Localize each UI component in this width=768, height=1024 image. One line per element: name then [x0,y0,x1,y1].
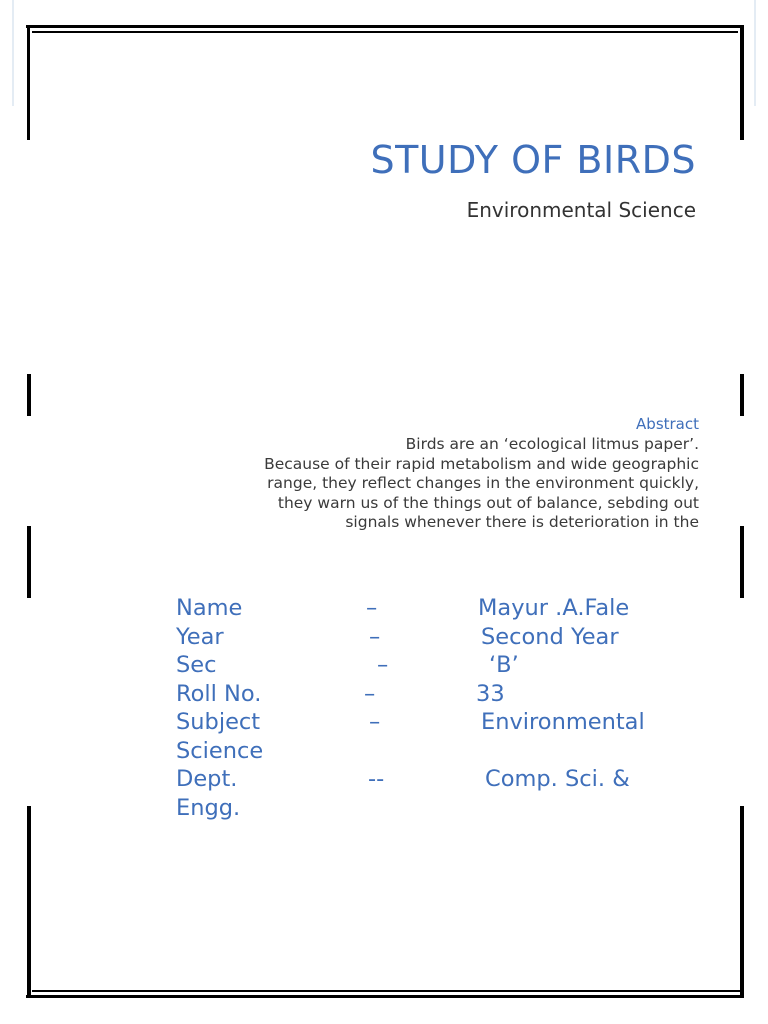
detail-separator: – [369,709,381,735]
detail-row-dept [176,765,696,794]
frame-left-segment-4 [27,806,31,998]
frame-right-segment-3 [740,526,744,598]
frame-bottom-line [26,995,744,998]
detail-label: Dept. [176,766,238,792]
detail-separator: – [369,623,381,650]
detail-label: Roll No. [176,680,262,707]
frame-right-segment-4 [740,806,744,998]
detail-row-name [176,594,696,623]
detail-row-dept-continued [176,794,696,823]
frame-left-segment-3 [27,526,31,598]
detail-value: ‘B’ [489,652,519,678]
abstract-section [180,414,699,532]
detail-value: 33 [476,680,505,707]
abstract-line: Because of their rapid metabolism and wide geographic [264,454,699,473]
detail-value: Environmental [481,709,645,735]
detail-label: Subject [176,709,261,735]
abstract-line: signals whenever there is deterioration in the [345,513,699,532]
abstract-line: Birds are an ‘ecological litmus paper’. [405,435,699,453]
detail-value: Mayur .A.Fale [478,595,630,621]
detail-label: Name [176,595,243,621]
frame-left-segment-2 [27,374,31,416]
detail-separator: – [364,680,376,707]
document-subtitle: Environmental Science [466,198,696,222]
frame-top-line [26,25,744,28]
detail-separator: – [366,595,378,621]
detail-label: Sec [176,652,217,678]
detail-label: Science [176,737,264,764]
detail-row-subject [176,708,696,737]
document-title: STUDY OF BIRDS [370,138,696,182]
frame-left-segment-1 [27,26,30,140]
frame-right-segment-2 [740,374,744,416]
page-edge-left [12,0,14,106]
detail-row-year [176,623,696,652]
frame-bottom-line-inner [32,990,740,992]
detail-row-roll-no [176,680,696,709]
detail-separator: -- [368,766,385,792]
abstract-heading: Abstract [636,415,699,433]
detail-separator: – [377,652,389,678]
detail-row-subject-continued [176,737,696,766]
abstract-line: they warn us of the things out of balance, sebding out [277,493,699,512]
frame-right-segment-1 [740,26,744,140]
detail-label: Engg. [176,794,241,821]
frame-top-line-inner [32,31,738,33]
detail-value: Comp. Sci. & [485,766,630,792]
detail-label: Year [176,623,224,650]
page-edge-right [754,0,756,106]
detail-value: Second Year [481,623,619,650]
student-details [176,594,696,821]
detail-row-sec [176,651,696,680]
abstract-line: range, they reflect changes in the environment quickly, [267,474,699,493]
